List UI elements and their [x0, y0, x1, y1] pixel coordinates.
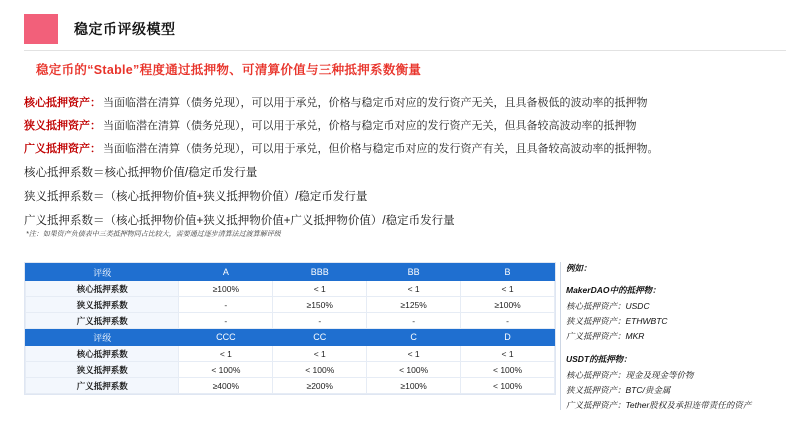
table-column-header: CC: [273, 329, 367, 346]
example-line: 广义抵押资产：MKR: [566, 331, 645, 341]
definition-term: 广义抵押资产：: [24, 143, 101, 155]
definition-item: [24, 96, 794, 111]
table-cell: ≥200%: [273, 378, 367, 394]
table-row-label: 广义抵押系数: [26, 378, 179, 394]
example-line: 核心抵押资产：USDC: [566, 301, 650, 311]
table-column-header: 评级: [26, 329, 179, 346]
definition-item: [24, 142, 794, 157]
table-cell: ≥400%: [179, 378, 273, 394]
table-column-header: A: [179, 264, 273, 281]
formula-item: 狭义抵押系数＝（核心抵押物价值+狭义抵押物价值）/稳定币发行量: [24, 191, 368, 203]
table-row: [26, 378, 555, 394]
example-line: 核心抵押资产：现金及现金等价物: [566, 370, 694, 380]
example-line: 狭义抵押资产：ETHWBTC: [566, 316, 668, 326]
examples-title: 例如：: [566, 263, 592, 273]
slide-header: [24, 14, 176, 44]
formula-item: 广义抵押系数＝（核心抵押物价值+狭义抵押物价值+广义抵押物价值）/稳定币发行量: [24, 215, 455, 227]
example-heading: MakerDAO中的抵押物：: [566, 285, 661, 295]
side-panel-divider: [560, 262, 561, 410]
page-title: 稳定币评级模型: [74, 21, 176, 37]
table-cell: ≥100%: [461, 297, 555, 313]
table-row-label: 广义抵押系数: [26, 313, 179, 329]
example-heading: USDT的抵押物：: [566, 354, 632, 364]
table-row: [26, 362, 555, 378]
table-cell: < 100%: [461, 378, 555, 394]
table-header-row: [26, 264, 555, 281]
table-row-label: 核心抵押系数: [26, 346, 179, 362]
table-cell: ≥150%: [273, 297, 367, 313]
table-row-label: 狭义抵押系数: [26, 297, 179, 313]
table-row: [26, 281, 555, 297]
example-line: 广义抵押资产：Tether股权及承担连带责任的资产: [566, 400, 752, 410]
table-column-header: CCC: [179, 329, 273, 346]
table-cell: < 100%: [179, 362, 273, 378]
table-header-row: [26, 329, 555, 346]
table-cell: -: [367, 313, 461, 329]
table-column-header: BB: [367, 264, 461, 281]
formula-list: [24, 166, 794, 238]
definition-list: [24, 96, 794, 165]
table-row: [26, 346, 555, 362]
footnote: *注：如果资产负债表中三类抵押物同占比较大，需要通过逐步清算法过渡算解评级: [26, 231, 281, 238]
table-cell: -: [179, 313, 273, 329]
table-cell: < 100%: [273, 362, 367, 378]
table-cell: -: [179, 297, 273, 313]
table-row-label: 狭义抵押系数: [26, 362, 179, 378]
table-cell: < 1: [367, 346, 461, 362]
grade-table: [24, 262, 556, 395]
table-cell: ≥100%: [179, 281, 273, 297]
table-row: [26, 313, 555, 329]
table-cell: < 1: [273, 346, 367, 362]
definition-term: 狭义抵押资产：: [24, 120, 101, 132]
table-cell: < 1: [273, 281, 367, 297]
table-cell: -: [273, 313, 367, 329]
table-column-header: BBB: [273, 264, 367, 281]
example-block: [566, 353, 792, 412]
table-cell: < 1: [367, 281, 461, 297]
definition-text: 当面临潜在清算（债务兑现），可以用于承兑，价格与稳定币对应的发行资产无关，但具备较高波动率的抵押物: [103, 120, 637, 132]
definition-text: 当面临潜在清算（债务兑现），可以用于承兑，但价格与稳定币对应的发行资产有关，且具备较高波动率的抵押物。: [103, 143, 659, 155]
formula-item: 核心抵押系数＝核心抵押物价值/稳定币发行量: [24, 167, 258, 179]
examples-panel: [566, 262, 792, 422]
definition-term: 核心抵押资产：: [24, 97, 101, 109]
table-cell: < 100%: [367, 362, 461, 378]
table-column-header: D: [461, 329, 555, 346]
table-cell: ≥125%: [367, 297, 461, 313]
example-block: [566, 284, 792, 343]
definition-item: [24, 119, 794, 134]
table-cell: < 1: [461, 346, 555, 362]
table-column-header: C: [367, 329, 461, 346]
example-line: 狭义抵押资产：BTC/贵金属: [566, 385, 671, 395]
table-cell: ≥100%: [367, 378, 461, 394]
header-accent-mark: [24, 14, 58, 44]
table-column-header: 评级: [26, 264, 179, 281]
intro-statement: 稳定币的“Stable”程度通过抵押物、可清算价值与三种抵押系数衡量: [36, 63, 422, 77]
definition-text: 当面临潜在清算（债务兑现），可以用于承兑，价格与稳定币对应的发行资产无关，且具备极低的波动率的抵押物: [103, 97, 648, 109]
table-row-label: 核心抵押系数: [26, 281, 179, 297]
table-cell: < 1: [461, 281, 555, 297]
table-cell: < 100%: [461, 362, 555, 378]
table-cell: < 1: [179, 346, 273, 362]
table-column-header: B: [461, 264, 555, 281]
header-divider: [24, 50, 786, 51]
table-row: [26, 297, 555, 313]
table-cell: -: [461, 313, 555, 329]
